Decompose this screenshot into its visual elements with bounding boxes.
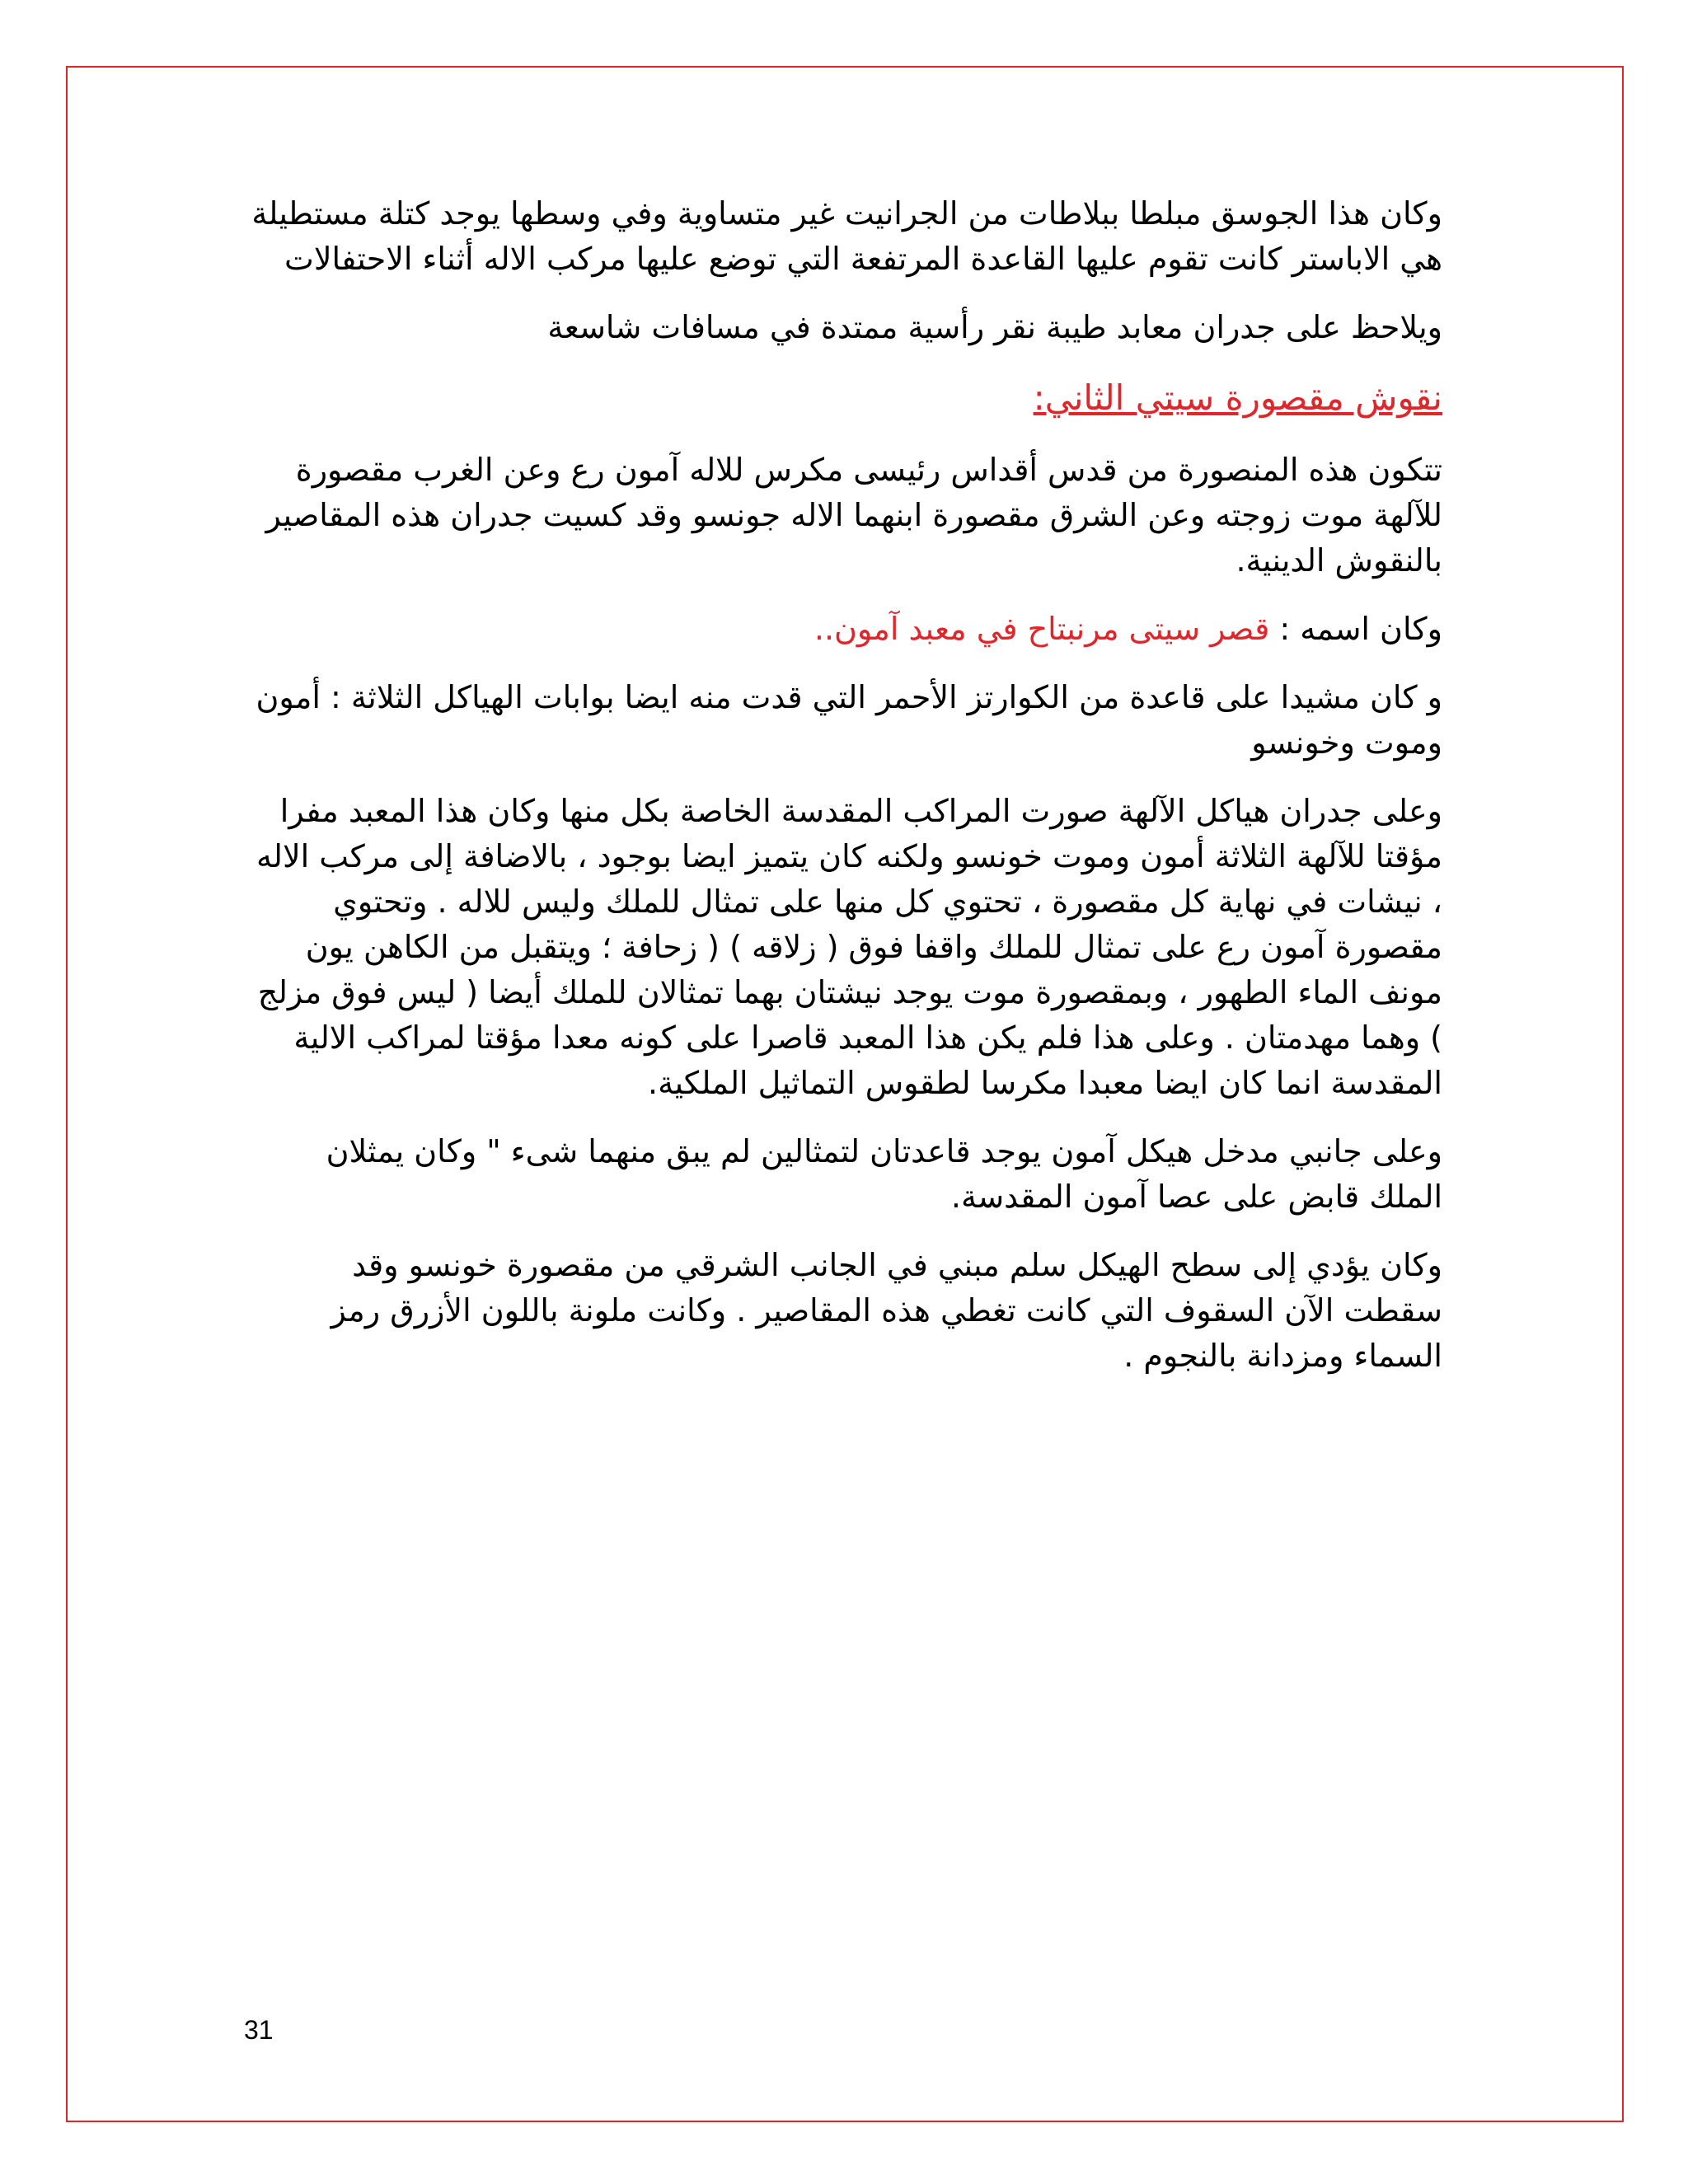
paragraph-5: وعلى جدران هياكل الآلهة صورت المراكب المقدسة الخاصة بكل منها وكان هذا المعبد مفرا مؤقتا للآلهة الثلاثة أمون وموت خونسو ولكنه كان يتميز ايضا بوجود ، بالاضافة إلى مركب الاله ، نيشات في نهاية كل مقصورة ، تحتوي كل منها على تمثال للملك وليس للاله . وتحتوي مقصورة آمون رع على تمثال للملك واقفا فوق ( زلاقه ) ( زحافة ؛ ويتقبل من الكاهن يون مونف الماء الطهور ، وبمقصورة موت يوجد نيشتان بهما تمثالان للملك أيضا ( ليس فوق مزلج ) وهما مهدمتان . وعلى هذا فلم يكن هذا المعبد قاصرا على كونه معدا مؤقتا لمراكب الالية المقدسة انما كان ايضا معبدا مكرسا لطقوس التماثيل الملكية.	[256, 793, 1442, 1101]
paragraph-3: تتكون هذه المنصورة من قدس أقداس رئيسى مكرس للاله آمون رع وعن الغرب مقصورة للآلهة موت زوجته وعن الشرق مقصورة ابنهما الاله جونسو وقد كسيت جدران هذه المقاصير بالنقوش الدينية.	[265, 452, 1442, 579]
page-content	[247, 191, 1442, 1402]
name-line-prefix: وكان اسمه :	[1269, 611, 1442, 647]
paragraph-4: و كان مشيدا على قاعدة من الكوارتز الأحمر التي قدت منه ايضا بوابات الهياكل الثلاثة : أمون وموت وخونسو	[256, 679, 1442, 761]
name-line-highlight: قصر سيتى مرنبتاح في معبد آمون..	[814, 611, 1270, 647]
section-heading: نقوش مقصورة سيتي الثاني:	[1033, 377, 1442, 418]
paragraph-2: ويلاحظ على جدران معابد طيبة نقر رأسية ممتدة في مسافات شاسعة	[547, 309, 1442, 345]
paragraph-7: وكان يؤدي إلى سطح الهيكل سلم مبني في الجانب الشرقي من مقصورة خونسو وقد سقطت الآن السقوف التي كانت تغطي هذه المقاصير . وكانت ملونة باللون الأزرق رمز السماء ومزدانة بالنجوم .	[331, 1247, 1442, 1374]
paragraph-6: وعلى جانبي مدخل هيكل آمون يوجد قاعدتان لتمثالين لم يبق منهما شىء " وكان يمثلان الملك قابض على عصا آمون المقدسة.	[326, 1133, 1442, 1215]
name-line	[247, 607, 1442, 652]
page-number: 31	[244, 2015, 274, 2045]
paragraph-1: وكان هذا الجوسق مبلطا ببلاطات من الجرانيت غير متساوية وفي وسطها يوجد كتلة مستطيلة هي الاباستر كانت تقوم عليها القاعدة المرتفعة التي توضع عليها مركب الاله أثناء الاحتفالات	[251, 195, 1442, 277]
